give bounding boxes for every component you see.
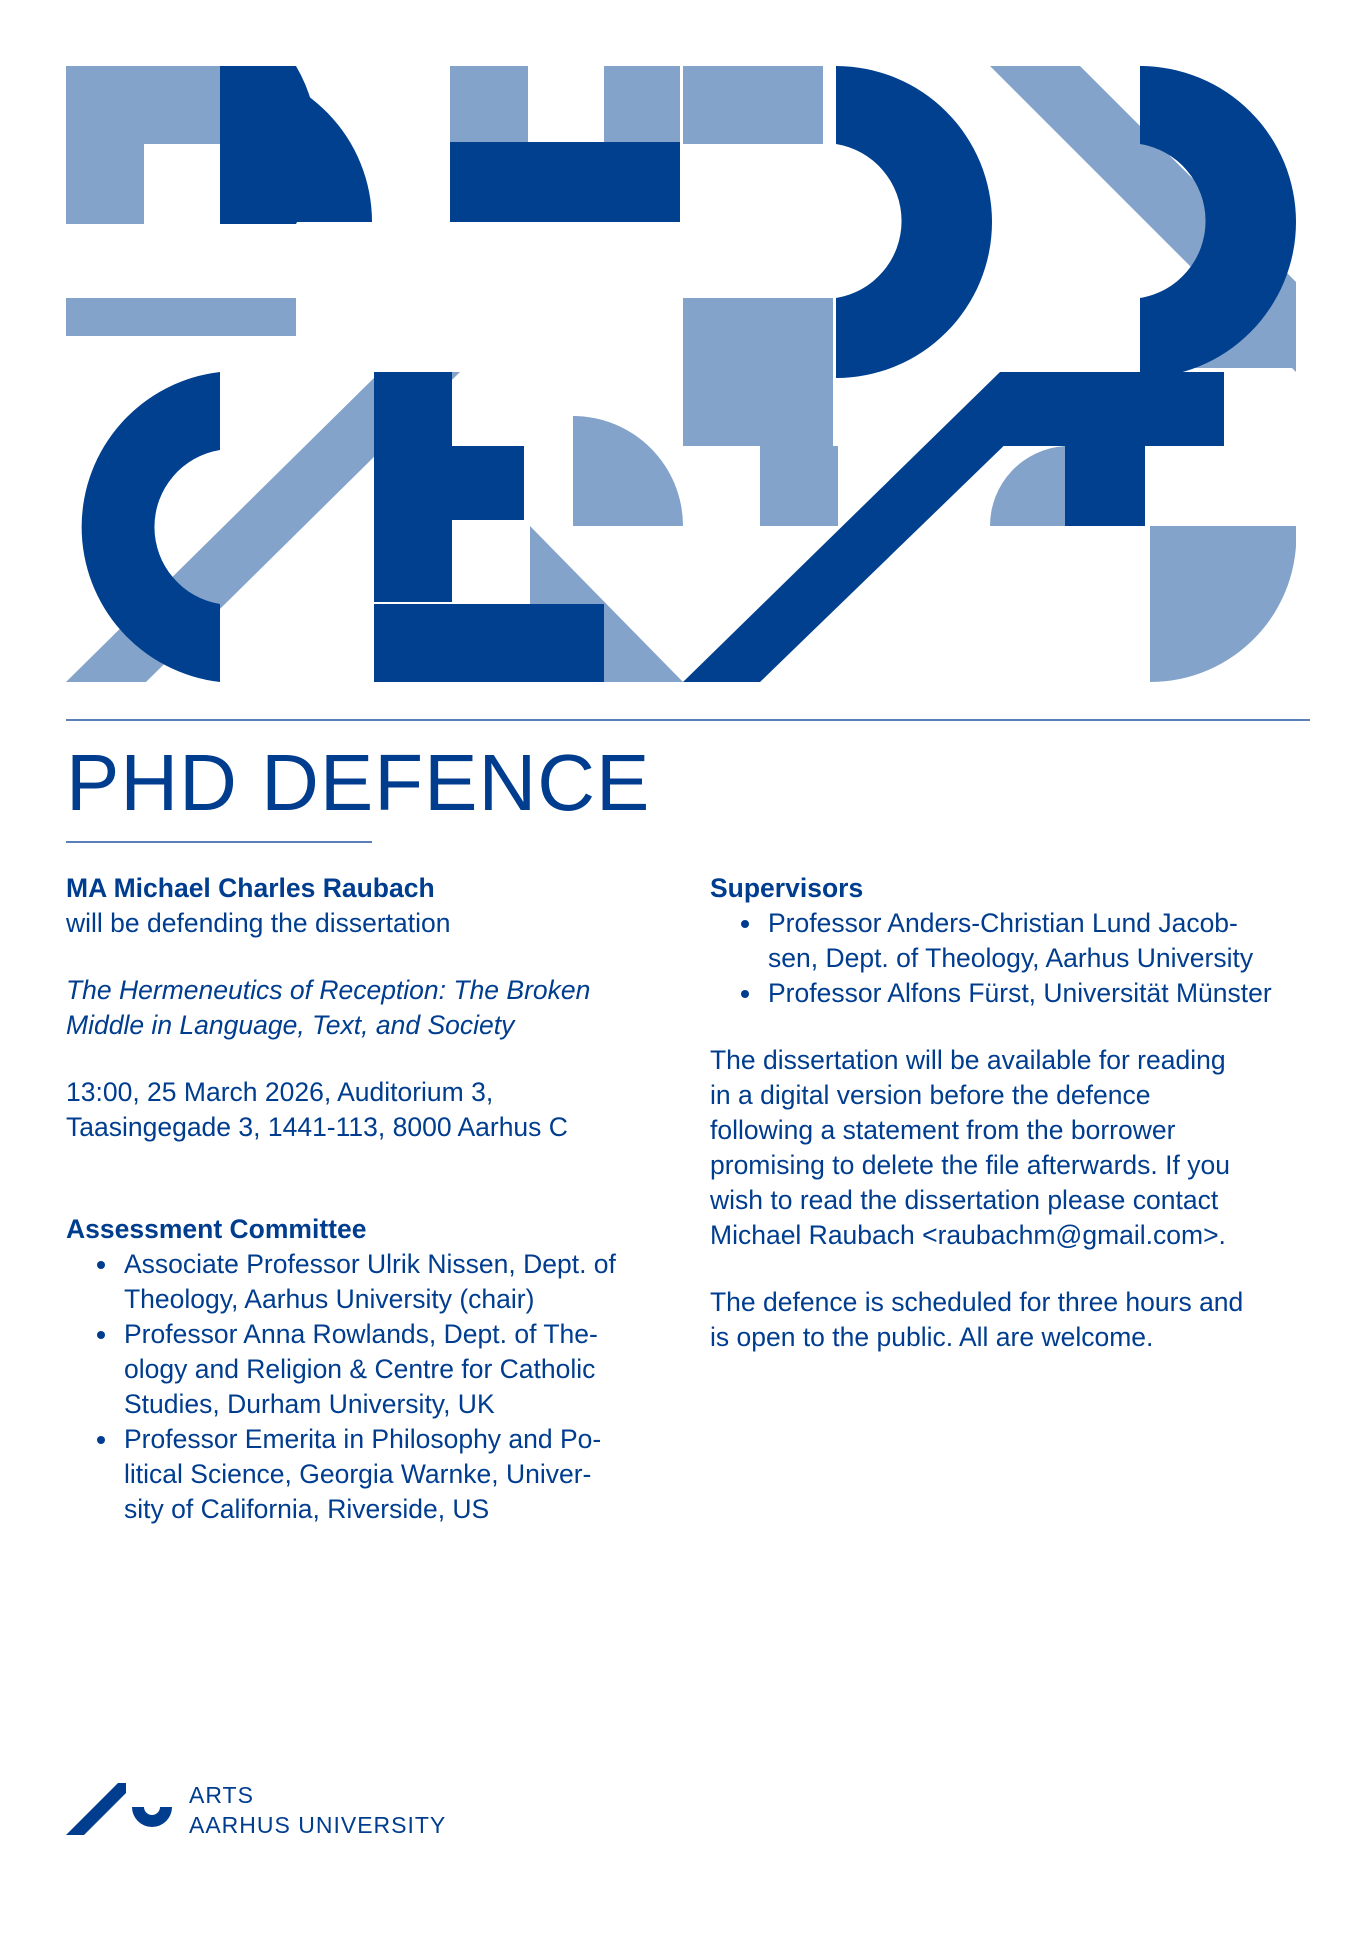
supervisor-line: Professor Anders-Christian Lund Jacob- xyxy=(768,908,1238,938)
right-column xyxy=(710,871,1310,1355)
university-name: AARHUS UNIVERSITY xyxy=(189,1812,447,1838)
supervisor-line: Professor Alfons Fürst, Universität Münster xyxy=(768,978,1272,1008)
defence-location-line2: Taasingegade 3, 1441-113, 8000 Aarhus C xyxy=(66,1112,568,1142)
availability-line: wish to read the dissertation please contact xyxy=(710,1185,1219,1215)
top-divider xyxy=(66,719,1310,721)
supervisors-list xyxy=(710,906,1310,1011)
dissertation-title-line2: Middle in Language, Text, and Society xyxy=(66,1010,515,1040)
faculty-name: ARTS xyxy=(189,1782,254,1808)
availability-line: The dissertation will be available for reading xyxy=(710,1045,1226,1075)
committee-member-line: Professor Emerita in Philosophy and Po- xyxy=(124,1424,602,1454)
phd-geometric-banner xyxy=(66,66,1296,682)
committee-member-line: Studies, Durham University, UK xyxy=(124,1389,495,1419)
candidate-intro: will be defending the dissertation xyxy=(66,908,451,938)
schedule-line: is open to the public. All are welcome. xyxy=(710,1322,1154,1352)
committee-member-line: ology and Religion & Centre for Catholic xyxy=(124,1354,596,1384)
availability-line: in a digital version before the defence xyxy=(710,1080,1151,1110)
aarhus-university-logo-icon xyxy=(66,1783,172,1835)
availability-line: Michael Raubach <raubachm@gmail.com>. xyxy=(710,1220,1226,1250)
candidate-name: MA Michael Charles Raubach xyxy=(66,873,435,903)
supervisor-item xyxy=(768,906,1310,976)
availability-line: promising to delete the file afterwards. If you xyxy=(710,1150,1230,1180)
committee-member xyxy=(124,1317,676,1422)
committee-member-line: Associate Professor Ulrik Nissen, Dept. of xyxy=(124,1249,616,1279)
committee-list xyxy=(66,1247,676,1527)
committee-member-line: litical Science, Georgia Warnke, Univer- xyxy=(124,1459,592,1489)
supervisors-heading: Supervisors xyxy=(710,873,864,903)
defence-datetime-line1: 13:00, 25 March 2026, Auditorium 3, xyxy=(66,1077,494,1107)
schedule-line: The defence is scheduled for three hours and xyxy=(710,1287,1244,1317)
availability-line: following a statement from the borrower xyxy=(710,1115,1176,1145)
title-underline xyxy=(66,841,372,843)
committee-heading: Assessment Committee xyxy=(66,1214,367,1244)
page-title: PHD DEFENCE xyxy=(66,738,651,827)
dissertation-title-line1: The Hermeneutics of Reception: The Broken xyxy=(66,975,591,1005)
committee-member-line: sity of California, Riverside, US xyxy=(124,1494,490,1524)
supervisor-item xyxy=(768,976,1310,1011)
committee-member xyxy=(124,1247,676,1317)
schedule-paragraph xyxy=(710,1285,1310,1355)
committee-member-line: Professor Anna Rowlands, Dept. of The- xyxy=(124,1319,598,1349)
availability-paragraph xyxy=(710,1043,1310,1253)
left-column xyxy=(66,871,676,1527)
supervisor-line: sen, Dept. of Theology, Aarhus University xyxy=(768,943,1254,973)
footer-branding xyxy=(66,1778,566,1838)
footer-text xyxy=(189,1780,446,1840)
committee-member xyxy=(124,1422,676,1527)
committee-member-line: Theology, Aarhus University (chair) xyxy=(124,1284,535,1314)
